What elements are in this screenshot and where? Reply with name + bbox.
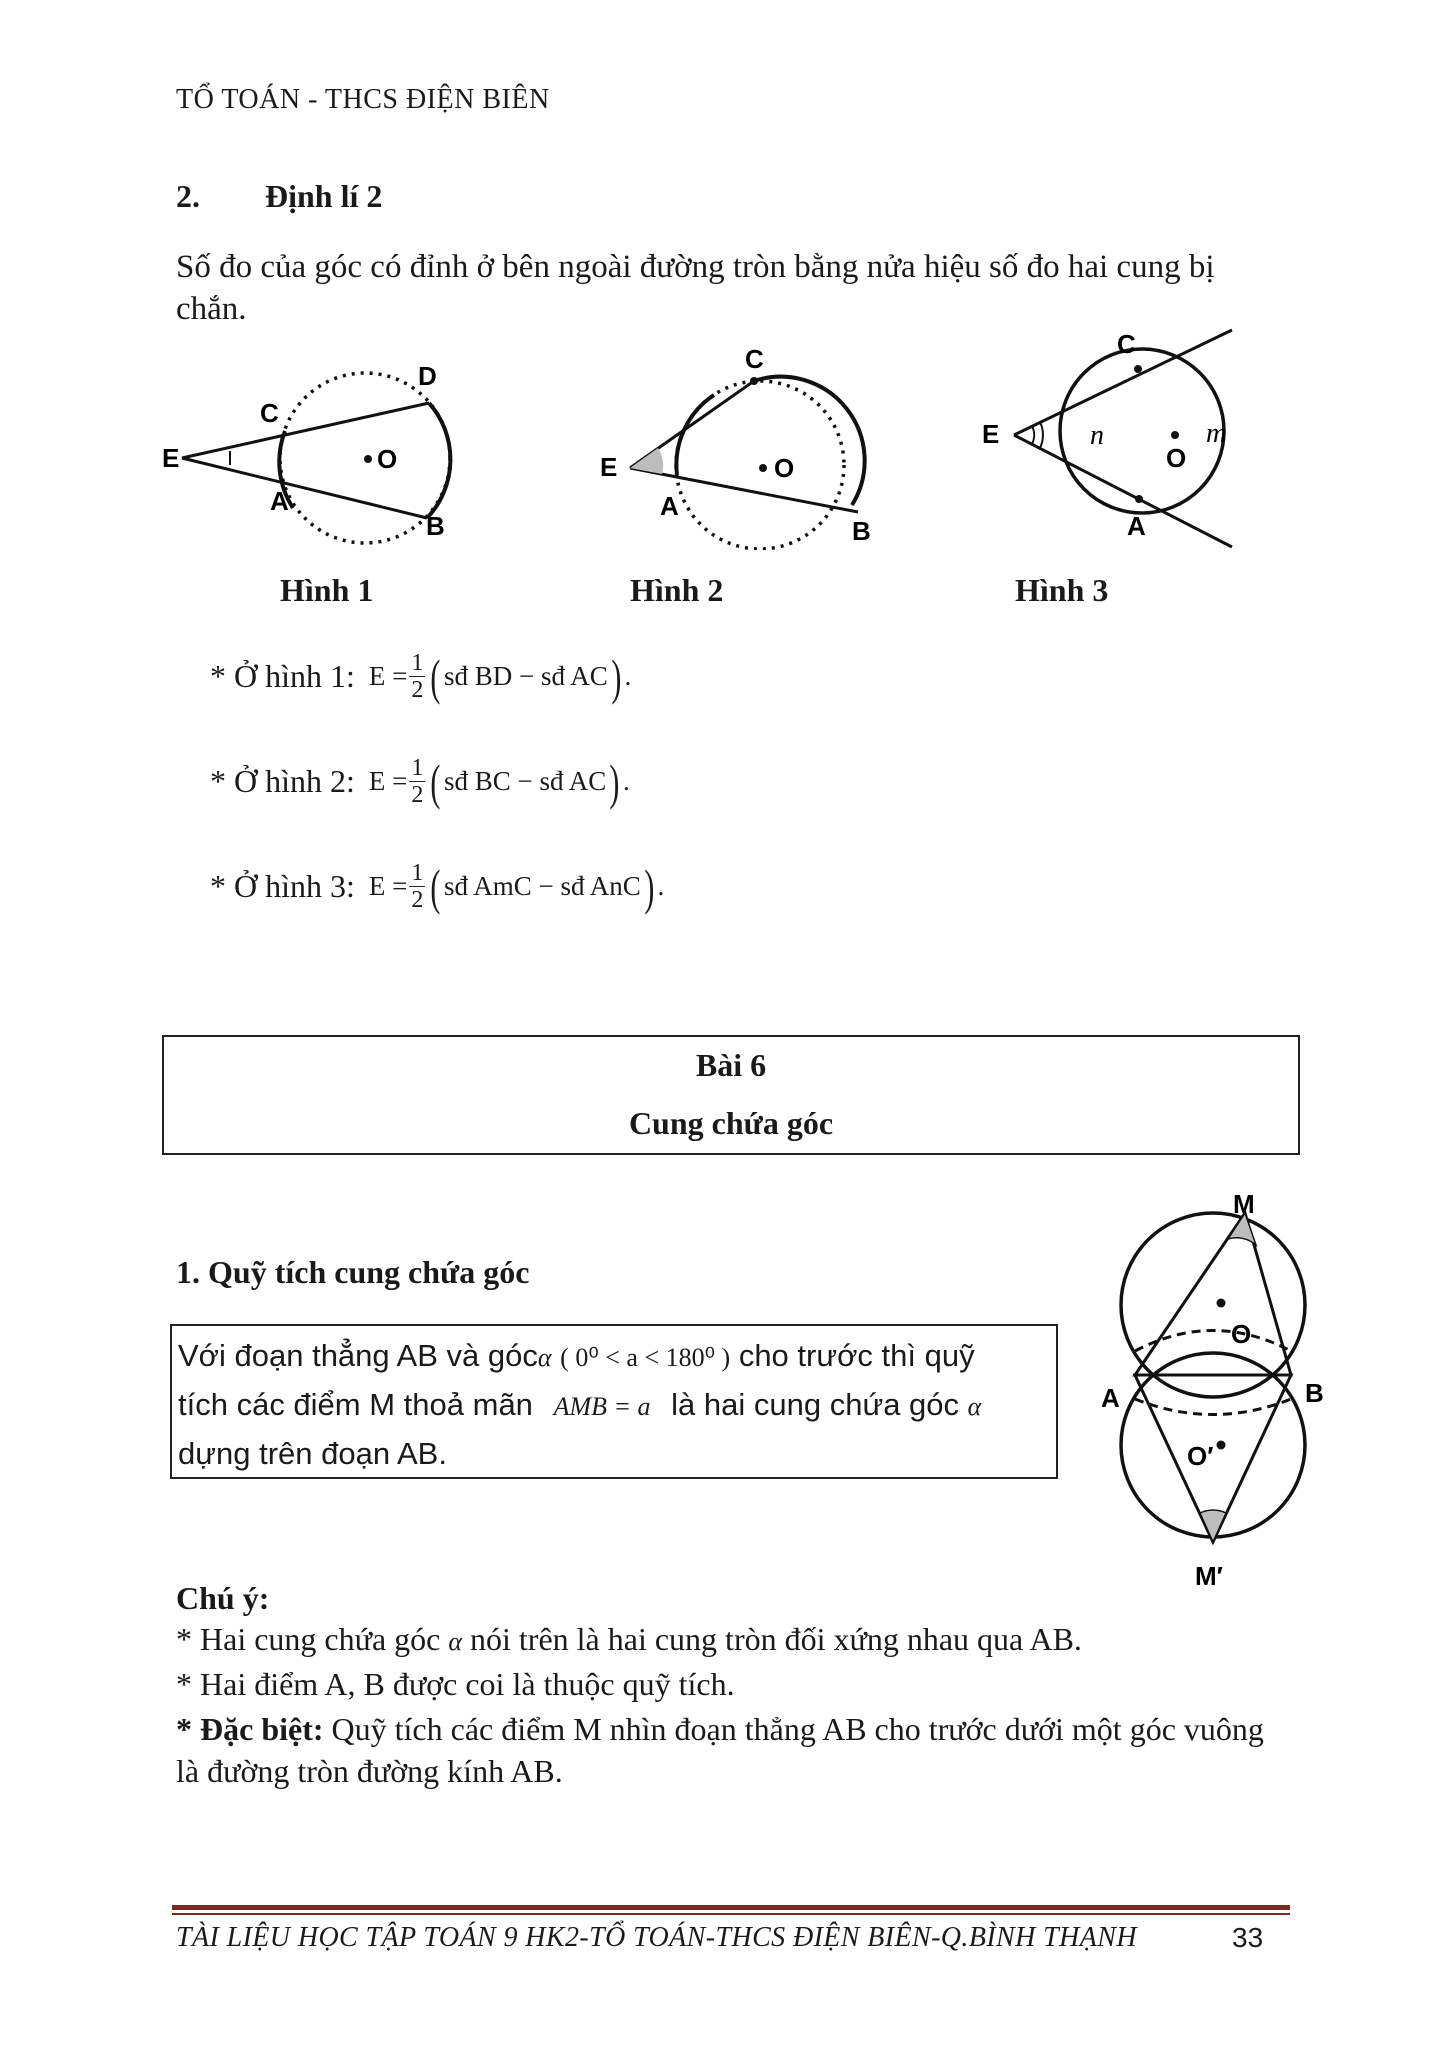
- formula-3-numerator: 1: [411, 860, 424, 886]
- theorem-statement: Số đo của góc có đỉnh ở bên ngoài đường tròn bằng nửa hiệu số đo hai cung bị chắn.: [176, 249, 1215, 327]
- formula-3-prefix: * Ở hình 3:: [210, 868, 355, 904]
- figure-3-angle-arc-1: [1040, 422, 1043, 448]
- locus-label-o: O: [1231, 1319, 1252, 1349]
- note-item-3: [176, 1708, 1286, 1792]
- formula-1: [369, 650, 631, 703]
- formula-line-1: [210, 650, 631, 703]
- figure-1-label-b: B: [426, 511, 445, 541]
- formula-3-denominator: 2: [411, 887, 424, 913]
- formula-2-prefix: * Ở hình 2:: [210, 763, 355, 799]
- section-title: Định lí 2: [265, 178, 383, 214]
- note-1-text-a: * Hai cung chứa góc: [176, 1621, 441, 1657]
- locus-label-a: A: [1101, 1383, 1120, 1413]
- definition-line-2-a: tích các điểm M thoả mãn: [178, 1387, 533, 1422]
- formula-1-lhs: E =: [368, 661, 408, 691]
- formula-2: [369, 755, 630, 808]
- note-3-bold: * Đặc biệt:: [176, 1711, 324, 1747]
- formula-3: [369, 860, 664, 913]
- figure-2-center-dot: [759, 464, 767, 472]
- subsection-title: 1. Quỹ tích cung chứa góc: [176, 1254, 530, 1290]
- figure-3-label-n: n: [1090, 420, 1104, 451]
- figure-3-label-a: A: [1127, 511, 1146, 541]
- footer-rule-thin: [172, 1913, 1290, 1915]
- definition-alpha-2: α: [967, 1392, 982, 1421]
- figure-1-label-c: C: [260, 398, 279, 428]
- formula-2-body: sđ BC − sđ AC: [444, 766, 607, 796]
- note-item-2: * Hai điểm A, B được coi là thuộc quỹ tích.: [176, 1666, 735, 1702]
- locus-center-o: [1217, 1299, 1226, 1308]
- figure-3-point-a: [1135, 495, 1143, 503]
- figure-1-label-a: A: [270, 486, 289, 516]
- locus-label-o2: O′: [1187, 1441, 1214, 1471]
- section-number: 2.: [176, 178, 200, 214]
- note-1-alpha: α: [448, 1627, 463, 1656]
- definition-box: [170, 1324, 1058, 1479]
- figure-1-label-o: O: [377, 444, 398, 474]
- note-item-1: [176, 1618, 1286, 1663]
- figure-3-center-dot: [1171, 431, 1179, 439]
- figure-1-label-d: D: [418, 361, 437, 391]
- definition-line-2-b: là hai cung chứa góc: [671, 1387, 960, 1422]
- formula-1-end: .: [624, 661, 632, 691]
- formula-2-paren-open: (: [430, 753, 441, 810]
- locus-label-m: M: [1233, 1195, 1255, 1219]
- formula-1-prefix: * Ở hình 1:: [210, 658, 355, 694]
- definition-expression: AMB = a: [553, 1392, 651, 1421]
- page-header: TỔ TOÁN - THCS ĐIỆN BIÊN: [176, 84, 550, 115]
- formula-2-denominator: 2: [411, 782, 424, 808]
- formula-1-paren-close: ): [611, 648, 622, 705]
- definition-line-2: [178, 1381, 1056, 1430]
- formula-3-lhs: E =: [368, 871, 408, 901]
- figure-2-label-a: A: [660, 491, 679, 521]
- formula-1-fraction: [409, 650, 425, 703]
- formula-line-3: [210, 860, 664, 913]
- page-number: 33: [1232, 1922, 1264, 1953]
- formula-2-lhs: E =: [368, 766, 408, 796]
- locus-diagram: [1095, 1195, 1335, 1595]
- definition-line-1: [178, 1332, 1056, 1381]
- locus-label-b: B: [1305, 1378, 1324, 1408]
- figure-2-caption: Hình 2: [630, 572, 724, 608]
- formula-3-fraction: [409, 860, 425, 913]
- formula-2-numerator: 1: [411, 755, 424, 781]
- figure-1-caption: Hình 1: [280, 572, 374, 608]
- figure-1-arc-bd: [427, 403, 450, 518]
- formula-1-numerator: 1: [411, 650, 424, 676]
- formula-3-paren-close: ): [644, 858, 655, 915]
- note-1-text-b: nói trên là hai cung tròn đối xứng nhau qua AB.: [470, 1621, 1082, 1657]
- figure-2-arc-ac: [676, 395, 714, 475]
- figure-2-arc-cb: [754, 377, 865, 505]
- locus-upper-circle: [1121, 1213, 1305, 1397]
- definition-line-1-b: cho trước thì quỹ: [738, 1338, 975, 1373]
- footer-text: TÀI LIỆU HỌC TẬP TOÁN 9 HK2-TỔ TOÁN-THCS ĐIỆN BIÊN-Q.BÌNH THẠNH: [176, 1922, 1137, 1953]
- figure-1-diagram: [160, 355, 480, 555]
- figure-2-label-o: O: [774, 453, 795, 483]
- figure-3-label-c: C: [1117, 329, 1136, 359]
- lesson-title: Cung chứa góc: [628, 1105, 834, 1141]
- locus-triangle-amb: [1135, 1213, 1291, 1375]
- figure-1-label-e: E: [162, 443, 180, 473]
- lesson-number: Bài 6: [695, 1047, 767, 1083]
- figure-2-label-c: C: [745, 344, 764, 374]
- figure-1-center-dot: [364, 455, 372, 463]
- figure-2-label-e: E: [600, 452, 618, 482]
- note-title: Chú ý:: [176, 1580, 270, 1616]
- formula-3-end: .: [657, 871, 665, 901]
- figure-2-point-c: [750, 377, 758, 385]
- locus-dashed-arc-lower: [1135, 1399, 1291, 1415]
- definition-line-1-a: Với đoạn thẳng AB và góc: [178, 1338, 538, 1373]
- formula-3-paren-open: (: [430, 858, 441, 915]
- formula-1-denominator: 2: [411, 677, 424, 703]
- definition-alpha-1: α: [537, 1343, 552, 1372]
- locus-label-m2: M′: [1195, 1561, 1223, 1591]
- note-3-text: Quỹ tích các điểm M nhìn đoạn thẳng AB cho trước dưới một góc vuông là đường tròn đường kính AB.: [176, 1711, 1264, 1789]
- formula-line-2: [210, 755, 630, 808]
- figure-3-diagram: [980, 325, 1250, 555]
- figure-3-point-c: [1134, 365, 1142, 373]
- figure-3-label-e: E: [982, 419, 1000, 449]
- definition-line-3: dựng trên đoạn AB.: [178, 1436, 447, 1471]
- figure-3-angle-arc-2: [1032, 426, 1034, 444]
- formula-1-body: sđ BD − sđ AC: [444, 661, 608, 691]
- lesson-title-box: [162, 1035, 1300, 1155]
- formula-2-fraction: [409, 755, 425, 808]
- footer-rule-thick: [172, 1905, 1290, 1910]
- locus-center-o2: [1217, 1441, 1226, 1450]
- figure-2-label-b: B: [852, 516, 871, 546]
- formula-2-paren-close: ): [609, 753, 620, 810]
- figure-2-diagram: [590, 340, 890, 550]
- formula-2-end: .: [622, 766, 630, 796]
- figure-3-caption: Hình 3: [1015, 572, 1109, 608]
- figure-3-label-m: m: [1206, 418, 1227, 449]
- formula-1-paren-open: (: [430, 648, 441, 705]
- figure-3-label-o: O: [1166, 443, 1187, 473]
- formula-3-body: sđ AmC − sđ AnC: [444, 871, 641, 901]
- definition-condition: ( 0⁰ < a < 180⁰ ): [560, 1343, 731, 1372]
